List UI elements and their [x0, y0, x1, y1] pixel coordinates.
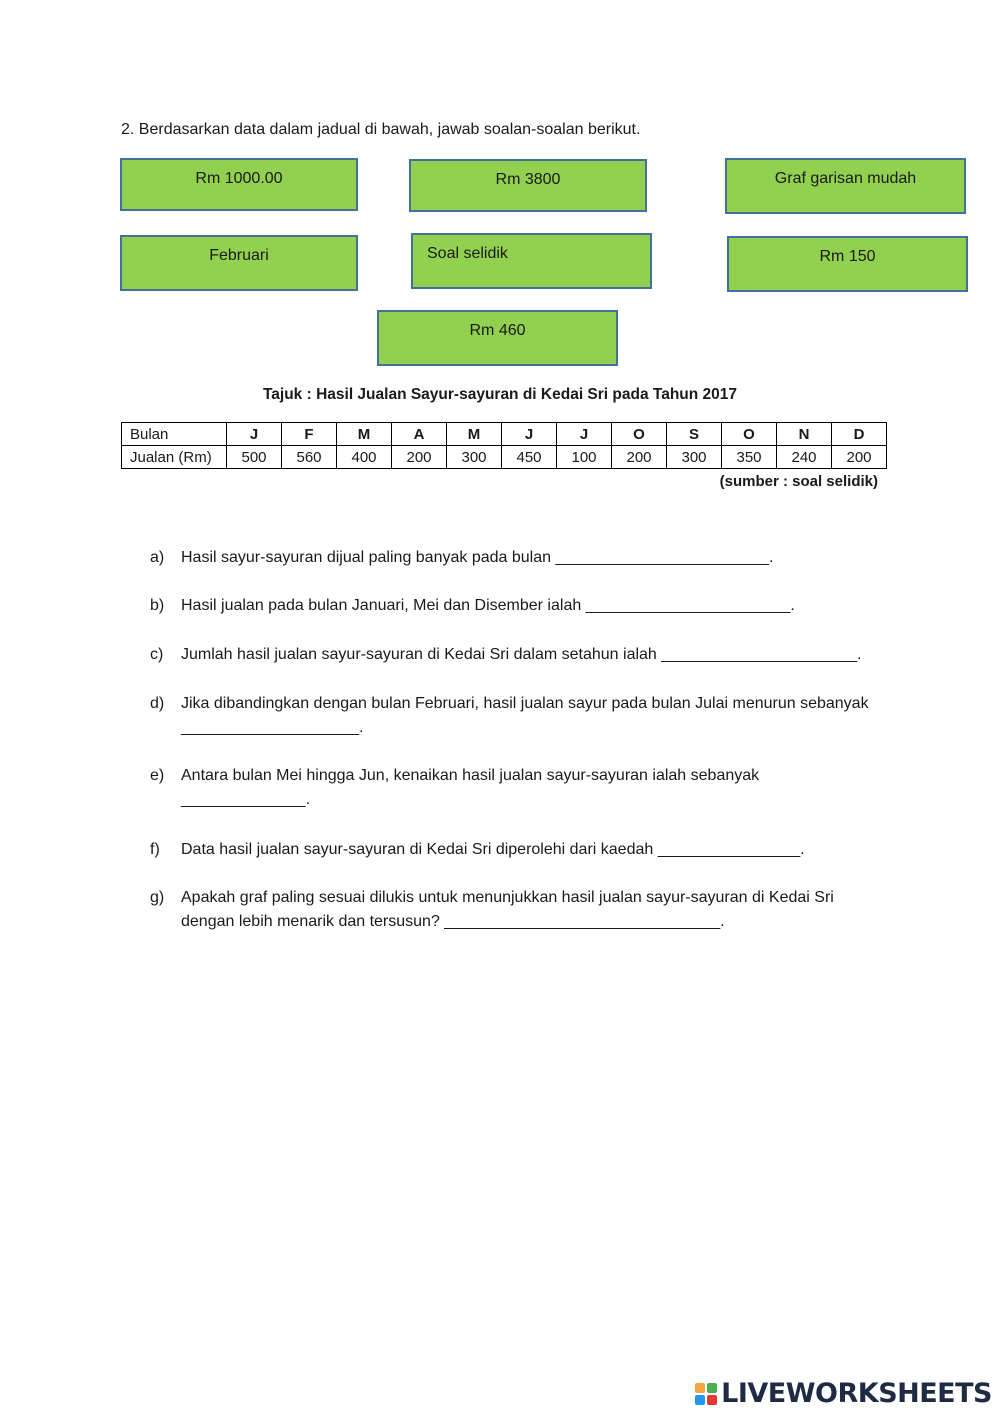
liveworksheets-logo: [695, 1378, 992, 1409]
month-cell: O: [722, 423, 777, 446]
instruction-text: 2. Berdasarkan data dalam jadual di bawah, jawab soalan-soalan berikut.: [121, 121, 641, 138]
question-label: e): [150, 767, 165, 784]
question-label: d): [150, 695, 165, 712]
question-text: Jumlah hasil jualan sayur-sayuran di Kedai Sri dalam setahun ialah ______________________.: [181, 646, 862, 663]
question-text: Hasil jualan pada bulan Januari, Mei dan Disember ialah _______________________.: [181, 597, 795, 614]
question-text: Data hasil jualan sayur-sayuran di Kedai Sri diperolehi dari kaedah ________________.: [181, 841, 805, 858]
month-cell: S: [667, 423, 722, 446]
row-header-bulan: Bulan: [122, 423, 227, 446]
answer-box-rm-3800[interactable]: Rm 3800: [409, 159, 647, 212]
month-cell: A: [392, 423, 447, 446]
month-cell: M: [337, 423, 392, 446]
liveworksheets-logo-icon: [695, 1383, 717, 1405]
question-text: Antara bulan Mei hingga Jun, kenaikan hasil jualan sayur-sayuran ialah sebanyak ______________.: [181, 767, 760, 808]
table-title: Tajuk : Hasil Jualan Sayur-sayuran di Kedai Sri pada Tahun 2017: [262, 386, 738, 403]
answer-box-rm-150[interactable]: Rm 150: [727, 236, 968, 292]
sales-cell: 400: [337, 446, 392, 469]
sales-cell: 450: [502, 446, 557, 469]
sales-cell: 100: [557, 446, 612, 469]
month-cell: J: [502, 423, 557, 446]
sales-cell: 200: [612, 446, 667, 469]
month-cell: D: [832, 423, 887, 446]
row-header-jualan: Jualan (Rm): [122, 446, 227, 469]
sales-cell: 350: [722, 446, 777, 469]
month-cell: M: [447, 423, 502, 446]
month-cell: O: [612, 423, 667, 446]
sales-cell: 300: [667, 446, 722, 469]
question-label: b): [150, 597, 165, 614]
sales-table: [121, 422, 887, 469]
answer-box-graf-garisan[interactable]: Graf garisan mudah: [725, 158, 966, 214]
month-cell: F: [282, 423, 337, 446]
answer-box-soal-selidik[interactable]: Soal selidik: [411, 233, 652, 289]
question-label: a): [150, 549, 165, 566]
question-label: g): [150, 889, 165, 906]
sales-cell: 560: [282, 446, 337, 469]
sales-cell: 500: [227, 446, 282, 469]
sales-cell: 300: [447, 446, 502, 469]
table-source: (sumber : soal selidik): [719, 473, 878, 490]
question-text: Jika dibandingkan dengan bulan Februari, hasil jualan sayur pada bulan Julai menurun sebanyak ____________________.: [181, 695, 869, 736]
answer-box-rm-1000[interactable]: Rm 1000.00: [120, 158, 358, 211]
sales-cell: 200: [832, 446, 887, 469]
table-row: [122, 423, 887, 446]
question-text: Apakah graf paling sesuai dilukis untuk menunjukkan hasil jualan sayur-sayuran di Kedai Sri dengan lebih menarik dan tersusun? _______________________________.: [181, 889, 834, 930]
answer-box-februari[interactable]: Februari: [120, 235, 358, 291]
sales-cell: 240: [777, 446, 832, 469]
month-cell: J: [557, 423, 612, 446]
question-label: c): [150, 646, 164, 663]
question-text: Hasil sayur-sayuran dijual paling banyak pada bulan ________________________.: [181, 549, 774, 566]
question-label: f): [150, 841, 160, 858]
table-row: [122, 446, 887, 469]
answer-box-rm-460[interactable]: Rm 460: [377, 310, 618, 366]
sales-cell: 200: [392, 446, 447, 469]
month-cell: N: [777, 423, 832, 446]
month-cell: J: [227, 423, 282, 446]
brand-name: LIVEWORKSHEETS: [721, 1378, 992, 1409]
